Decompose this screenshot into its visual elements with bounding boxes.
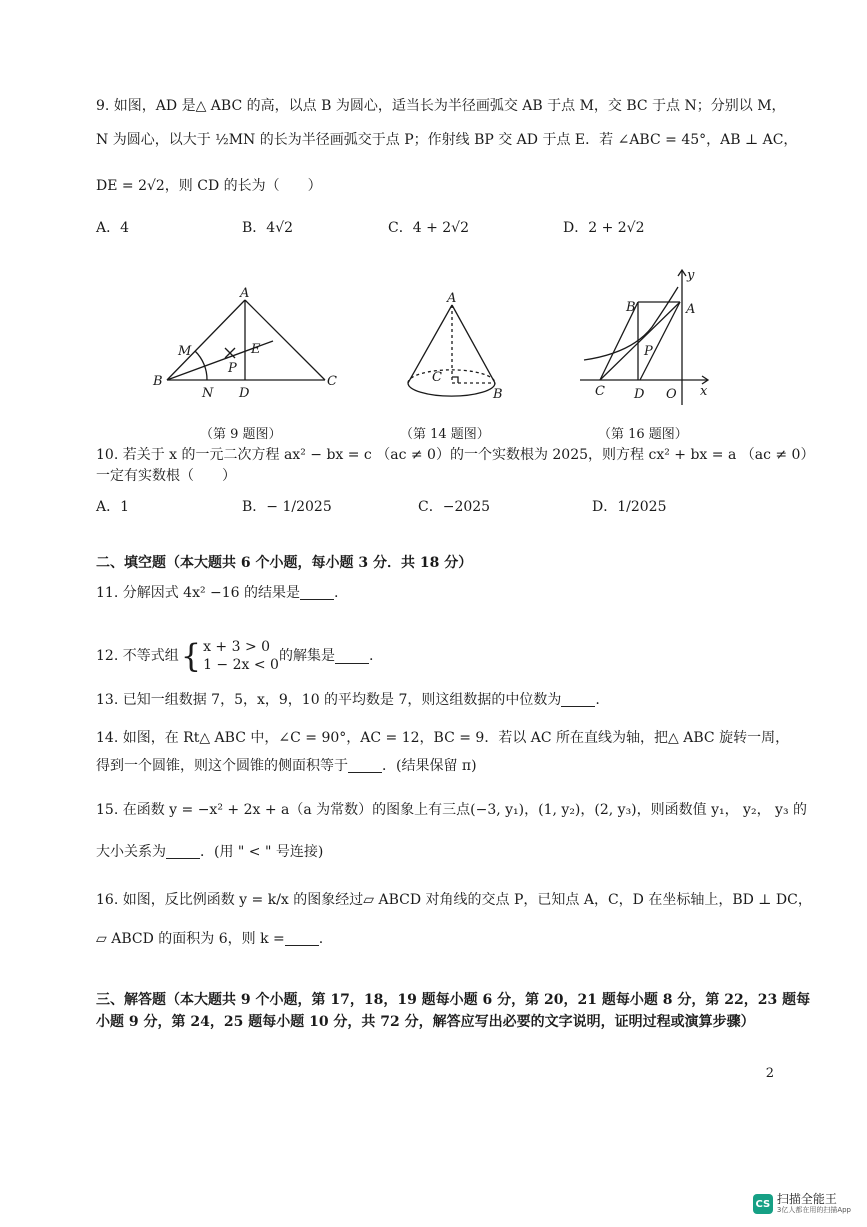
q12-suffix: 的解集是 bbox=[278, 648, 335, 664]
q10-option-c: C．−2025 bbox=[418, 499, 491, 515]
q13-answer-blank bbox=[561, 692, 595, 707]
q15-line2-end: ．(用 " < " 号连接) bbox=[200, 844, 324, 860]
q15-line2-text: 大小关系为 bbox=[96, 844, 166, 860]
q12-answer-blank bbox=[335, 649, 369, 664]
fig14-label-c: C bbox=[432, 370, 442, 385]
q9-line3: DE = 2√2，则 CD 的长为（ ） bbox=[96, 178, 322, 194]
fig16-label-o: O bbox=[666, 387, 677, 402]
fig9-label-a: A bbox=[240, 286, 250, 301]
section3-line2: 小题 9 分，第 24，25 题每小题 10 分，共 72 分，解答应写出必要的文字说明，证明过程或演算步骤） bbox=[96, 1014, 755, 1030]
q12-inequality-2: 1 − 2x < 0 bbox=[203, 657, 279, 673]
section2-title: 二、填空题（本大题共 6 个小题，每小题 3 分．共 18 分） bbox=[96, 555, 473, 571]
q9-option-c: C．4 + 2√2 bbox=[388, 220, 469, 236]
q13-text: 13. 已知一组数据 7，5，x，9，10 的平均数是 7，则这组数据的中位数为 bbox=[96, 692, 562, 708]
fig14-label-a: A bbox=[447, 291, 457, 306]
camscanner-logo-icon: CS bbox=[753, 1194, 773, 1214]
q14-line2-text: 得到一个圆锥，则这个圆锥的侧面积等于 bbox=[96, 758, 348, 774]
q14-answer-blank bbox=[348, 758, 382, 773]
q12 bbox=[96, 638, 373, 674]
q16-line2-text: ▱ ABCD 的面积为 6，则 k = bbox=[96, 931, 285, 947]
q12-inequality-1: x + 3 > 0 bbox=[203, 639, 271, 655]
q16-answer-blank bbox=[285, 931, 319, 946]
section3-line1: 三、解答题（本大题共 9 个小题，第 17，18，19 题每小题 6 分，第 20，21 题每小题 8 分，第 22，23 题每 bbox=[96, 992, 811, 1008]
q13 bbox=[96, 690, 600, 710]
fig14-caption: （第 14 题图） bbox=[400, 427, 490, 442]
fig9-label-n: N bbox=[202, 386, 214, 401]
q10-option-a: A．1 bbox=[96, 499, 130, 515]
q12-system bbox=[203, 638, 279, 674]
q14-line2 bbox=[96, 756, 477, 776]
scanner-watermark bbox=[753, 1193, 851, 1215]
fig16-label-d: D bbox=[634, 387, 645, 402]
q9-option-a: A．4 bbox=[96, 220, 130, 236]
fig16-label-a: A bbox=[686, 302, 696, 317]
q10-option-d: D．1/2025 bbox=[592, 499, 667, 515]
q9-line2: N 为圆心，以大于 ½MN 的长为半径画弧交于点 P；作射线 BP 交 AD 于点 E．若 ∠ABC = 45°，AB ⊥ AC， bbox=[96, 132, 798, 148]
q11-text: 11. 分解因式 4x² −16 的结果是 bbox=[96, 585, 301, 601]
watermark-tagline: 3亿人都在用的扫描App bbox=[776, 1206, 851, 1214]
q13-end: . bbox=[595, 692, 600, 708]
q12-prefix: 12. 不等式组 bbox=[96, 648, 179, 664]
q12-brace: { bbox=[180, 637, 202, 675]
fig9-label-e: E bbox=[251, 342, 261, 357]
fig16-label-b: B bbox=[626, 300, 636, 315]
fig16-label-c: C bbox=[595, 384, 605, 399]
fig16-label-x: x bbox=[700, 384, 708, 399]
fig14-label-b: B bbox=[493, 387, 503, 402]
q14-line2-end: ．(结果保留 π) bbox=[382, 758, 477, 774]
q11-end: . bbox=[334, 585, 339, 601]
q11-answer-blank bbox=[300, 585, 334, 600]
fig16-label-y: y bbox=[687, 268, 695, 283]
fig16-label-p: P bbox=[644, 344, 653, 359]
q9-line1: 9. 如图，AD 是△ ABC 的高，以点 B 为圆心，适当长为半径画弧交 AB 于点 M，交 BC 于点 N；分别以 M， bbox=[96, 98, 786, 114]
figure-16-parallelogram bbox=[572, 265, 722, 413]
watermark-brand: 扫描全能王 bbox=[776, 1192, 837, 1206]
q9-option-d: D．2 + 2√2 bbox=[563, 220, 645, 236]
q10-line2: 一定有实数根（ ） bbox=[96, 468, 236, 484]
q16-line1: 16. 如图，反比例函数 y = k/x 的图象经过▱ ABCD 对角线的交点 P，已知点 A，C，D 在坐标轴上，BD ⊥ DC， bbox=[96, 892, 812, 908]
q14-line1: 14. 如图，在 Rt△ ABC 中，∠C = 90°，AC = 12，BC = 9．若以 AC 所在直线为轴，把△ ABC 旋转一周， bbox=[96, 730, 790, 746]
page-number: 2 bbox=[765, 1066, 774, 1081]
q11 bbox=[96, 583, 338, 603]
q16-line2 bbox=[96, 929, 323, 949]
fig9-label-c: C bbox=[327, 374, 337, 389]
fig9-caption: （第 9 题图） bbox=[200, 427, 282, 442]
q10-option-b: B．− 1/2025 bbox=[242, 499, 332, 515]
q9-option-b: B．4√2 bbox=[242, 220, 294, 236]
q15-line1: 15. 在函数 y = −x² + 2x + a（a 为常数）的图象上有三点(−3, y₁)，(1, y₂)，(2, y₃)，则函数值 y₁， y₂， y₃ 的 bbox=[96, 802, 808, 818]
q12-end: . bbox=[368, 648, 374, 664]
watermark-text bbox=[777, 1193, 851, 1215]
fig9-label-b: B bbox=[153, 374, 163, 389]
q10-line1: 10. 若关于 x 的一元二次方程 ax² − bx = c （ac ≠ 0）的一个实数根为 2025，则方程 cx² + bx = a （ac ≠ 0） bbox=[96, 447, 815, 463]
q15-line2 bbox=[96, 842, 323, 862]
fig9-label-p: P bbox=[228, 361, 237, 376]
figure-14-cone bbox=[395, 285, 520, 410]
fig16-caption: （第 16 题图） bbox=[598, 427, 688, 442]
q16-end: . bbox=[318, 931, 324, 947]
fig9-label-m: M bbox=[178, 344, 192, 359]
figure-9-triangle bbox=[145, 285, 345, 410]
fig9-label-d: D bbox=[239, 386, 250, 401]
q15-answer-blank bbox=[166, 844, 200, 859]
